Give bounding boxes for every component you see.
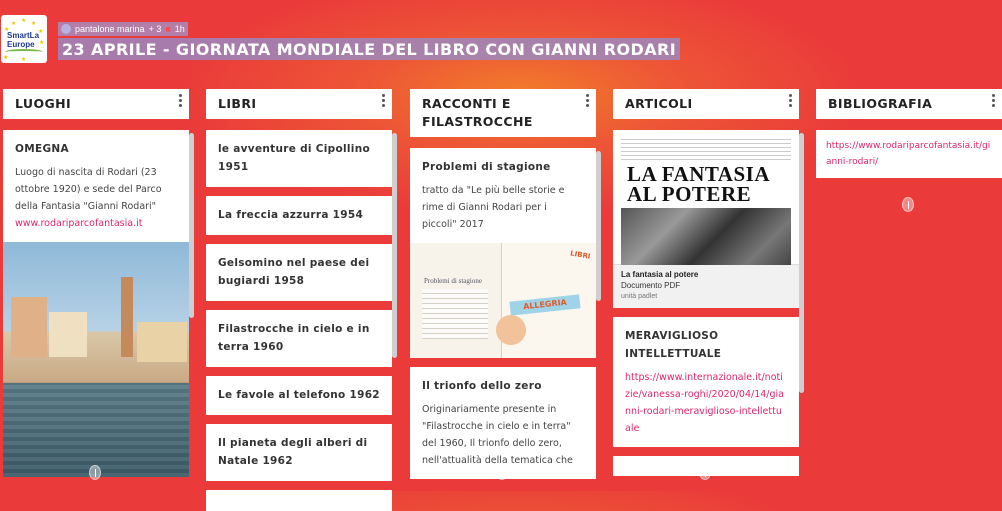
column-title: ARTICOLI [625,96,693,111]
scrollbar[interactable] [799,133,804,393]
top-toolbar-clipped [0,0,1002,10]
board-title: 23 APRILE - GIORNATA MONDIALE DEL LIBRO CON GIANNI RODARI [62,39,677,59]
post-body: Originariamente presente in "Filastrocche in cielo e in terra" del 1960, Il trionfo dello zero, nell'attualità della tematica che [422,404,573,466]
post-card[interactable] [206,196,392,235]
column-cards [3,130,189,450]
more-vertical-icon[interactable] [789,94,793,107]
column-title: RACCONTI E FILASTROCCHE [422,96,533,129]
board-meta [58,22,188,36]
post-card[interactable] [410,148,596,358]
post-title: Problemi di stagione [422,161,551,173]
attachment-info [613,265,799,308]
post-link[interactable]: www.rodariparcofantasia.it [15,218,143,229]
add-post-icon[interactable] [902,197,914,212]
board-timestamp: 1h [174,24,185,34]
board-logo: ★ ★ ★ ★ ★ ★ ★ ★ SmartLa Europe [1,15,47,63]
post-card[interactable] [410,367,596,479]
image-ribbon-text: ALLEGRIA [509,294,580,315]
post-card-pdf[interactable] [613,130,799,308]
heart-icon: ■ [165,24,171,34]
column-cards [410,148,596,466]
post-image-book-page [410,243,596,358]
column-header [816,89,1002,119]
post-body: Luogo di nascita di Rodari (23 ottobre 1920) e sede del Parco della Fantasia "Gianni Rodari" [15,167,162,212]
add-post-icon[interactable] [496,465,508,480]
post-title: Il trionfo dello zero [422,380,542,392]
column-header [613,89,799,119]
post-title: OMEGNA [15,143,69,155]
column-cards [206,130,392,467]
add-post-icon[interactable] [699,465,711,480]
post-title: Le favole al telefono 1962 [218,389,380,401]
column-articoli [613,89,799,434]
post-link[interactable]: https://www.rodariparcofantasia.it/gianni-rodari/ [826,141,991,167]
column-header [410,89,596,137]
column-bibliografia [816,89,1002,167]
image-page-title: Problemi di stagione [424,277,482,285]
pdf-photo [621,208,791,265]
column-luoghi [3,89,189,229]
post-card[interactable] [206,244,392,301]
image-corner-text: LIBRI [569,249,591,261]
post-card[interactable] [3,130,189,477]
post-title: le avventure di Cipollino 1951 [218,143,370,173]
post-card[interactable] [206,310,392,367]
attachment-name: La fantasia al potere [621,270,699,279]
post-title: Il pianeta degli alberi di Natale 1962 [218,437,368,467]
scrollbar[interactable] [596,151,601,301]
post-title: MERAVIGLIOSO INTELLETTUALE [625,330,722,360]
pdf-headline: LA FANTASIA AL POTERE [627,162,770,206]
post-card[interactable] [206,376,392,415]
post-card[interactable] [206,130,392,187]
more-vertical-icon[interactable] [382,94,386,107]
column-title: BIBLIOGRAFIA [828,96,933,111]
logo-swoosh [5,49,43,55]
add-post-icon[interactable] [292,465,304,480]
scrollbar[interactable] [189,133,194,318]
post-card[interactable] [206,490,392,511]
scrollbar[interactable] [392,133,397,358]
more-vertical-icon[interactable] [992,94,996,107]
add-post-icon[interactable] [89,465,101,480]
column-cards [816,130,1002,190]
post-title: La freccia azzurra 1954 [218,209,364,221]
post-card[interactable] [613,317,799,447]
column-title: LUOGHI [15,96,72,111]
board-title-wrap [58,38,680,60]
author-name[interactable]: pantalone marina [75,24,145,34]
attachment-type: Documento PDF [621,281,681,290]
column-racconti-filastrocche [410,89,596,466]
column-header [3,89,189,119]
like-count-badge[interactable]: + 3 [148,24,162,34]
avatar[interactable] [61,24,71,34]
column-title: LIBRI [218,96,257,111]
post-image-omegna [3,242,189,477]
more-vertical-icon[interactable] [179,94,183,107]
attachment-source: unità padlet [621,293,658,300]
post-card[interactable] [816,130,1002,178]
post-title: Gelsomino nel paese dei bugiardi 1958 [218,257,370,287]
column-libri [206,89,392,467]
column-header [206,89,392,119]
post-body: tratto da "Le più belle storie e rime di Gianni Rodari per i piccoli" 2017 [422,185,565,230]
post-title: Filastrocche in cielo e in terra 1960 [218,323,370,353]
pdf-preview[interactable] [613,130,799,265]
column-cards [613,130,799,450]
more-vertical-icon[interactable] [586,94,590,107]
logo-text: SmartLa Europe [7,31,40,49]
post-link[interactable]: https://www.internazionale.it/notizie/vanessa-roghi/2020/04/14/gianni-rodari-meraviglioso-intellettuale [625,372,784,434]
